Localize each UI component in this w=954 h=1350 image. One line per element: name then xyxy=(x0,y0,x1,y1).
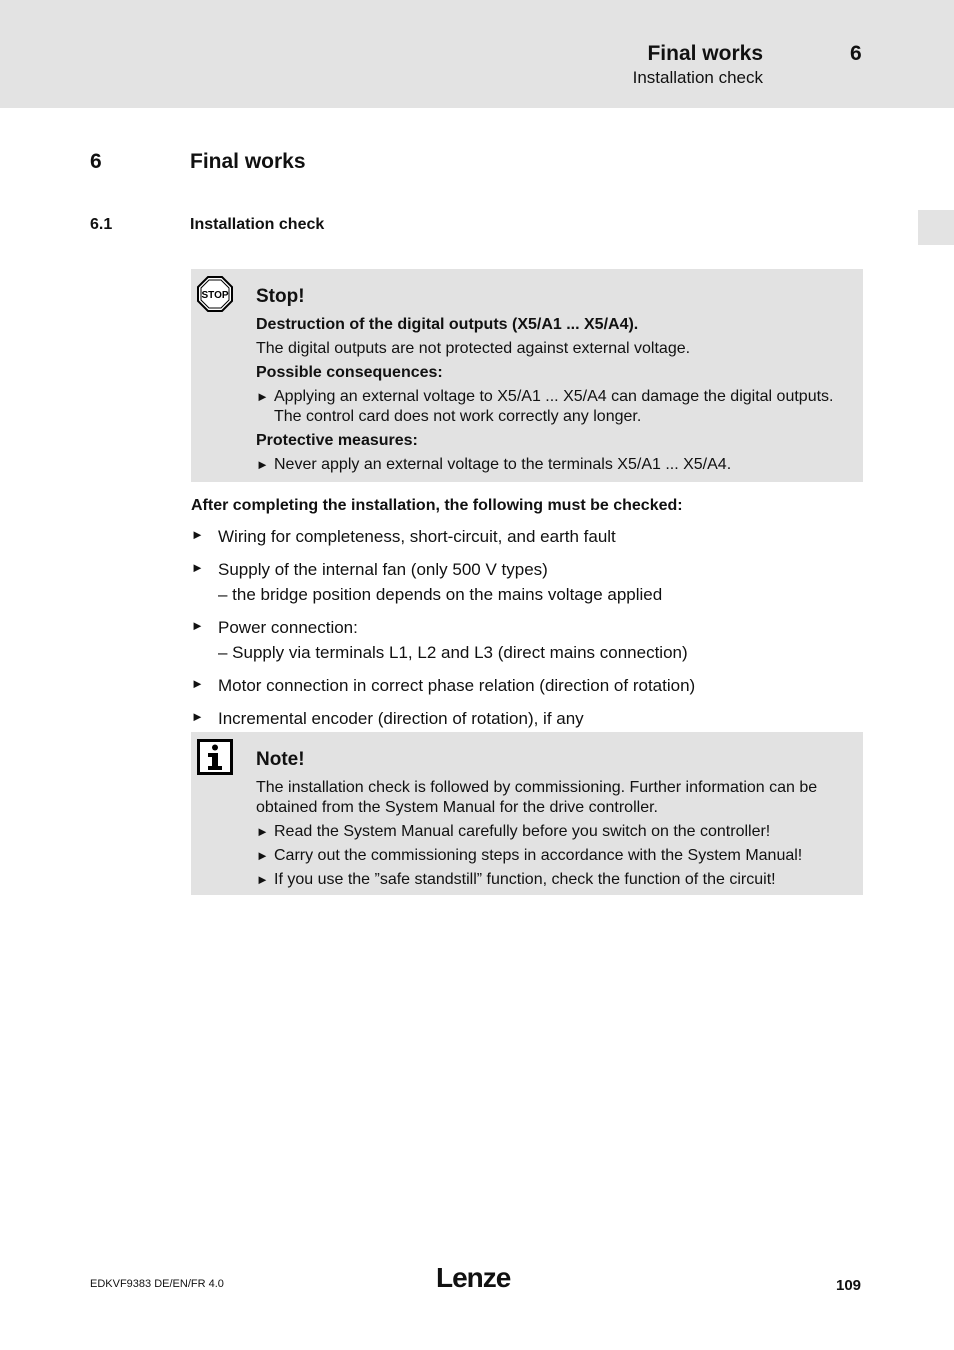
bullet-arrow-icon: ► xyxy=(191,618,204,633)
header-chapter-number: 6 xyxy=(850,42,862,65)
lenze-logo: Lenze xyxy=(436,1262,511,1293)
bullet-arrow-icon: ► xyxy=(191,709,204,724)
note-bullet: ► Read the System Manual carefully before you switch on the controller! xyxy=(256,823,771,840)
measure-item: ► Never apply an external voltage to the terminals X5/A1 ... X5/A4. xyxy=(256,456,732,473)
bullet-arrow-icon: ► xyxy=(256,457,269,472)
note-box xyxy=(191,732,863,895)
page-number: 109 xyxy=(836,1277,862,1294)
note-bullet: ► Carry out the commissioning steps in accordance with the System Manual! xyxy=(256,847,803,864)
stop-title: Stop! xyxy=(256,286,305,307)
subsection-title: Installation check xyxy=(190,216,325,233)
stop-description: The digital outputs are not protected against external voltage. xyxy=(256,340,691,357)
checklist-item: ► Motor connection in correct phase relation (direction of rotation) xyxy=(191,673,863,698)
page-header-band xyxy=(0,0,954,108)
note-title: Note! xyxy=(256,749,305,770)
stop-sign-icon xyxy=(197,276,233,317)
bullet-arrow-icon: ► xyxy=(191,676,204,691)
bullet-arrow-icon: ► xyxy=(191,560,204,575)
checklist-item: ► Wiring for completeness, short-circuit, and earth fault xyxy=(191,524,863,549)
section-number: 6 xyxy=(90,150,102,173)
bullet-arrow-icon: ► xyxy=(256,824,269,839)
footer-doc-code: EDKVF9383 DE/EN/FR 4.0 xyxy=(90,1278,224,1290)
bullet-arrow-icon: ► xyxy=(256,872,269,887)
measures-heading: Protective measures: xyxy=(256,432,418,449)
chapter-side-tab xyxy=(918,210,954,245)
header-title: Final works xyxy=(647,42,763,65)
stop-warning-box xyxy=(191,269,863,482)
note-bullet: ► If you use the ”safe standstill” function, check the function of the circuit! xyxy=(256,871,776,888)
note-text: The installation check is followed by commissioning. Further information can be obtained from the System Manual for the drive controller. xyxy=(256,779,818,816)
info-icon xyxy=(197,739,233,780)
header-subtitle: Installation check xyxy=(632,68,763,87)
checklist xyxy=(191,524,863,739)
bullet-arrow-icon: ► xyxy=(191,527,204,542)
subsection-number: 6.1 xyxy=(90,216,113,233)
bullet-arrow-icon: ► xyxy=(256,848,269,863)
consequence-item: ► Applying an external voltage to X5/A1 ... X5/A4 can damage the digital outputs. The control card does not work correctly any longer. xyxy=(256,388,834,425)
checklist-item: ► Power connection: – Supply via terminals L1, L2 and L3 (direct mains connection) xyxy=(191,615,863,665)
consequences-heading: Possible consequences: xyxy=(256,364,443,381)
stop-hazard: Destruction of the digital outputs (X5/A1 ... X5/A4). xyxy=(256,316,639,333)
stop-sign-label: STOP xyxy=(201,290,229,301)
bullet-arrow-icon: ► xyxy=(256,389,269,404)
checklist-item: ► Supply of the internal fan (only 500 V types) – the bridge position depends on the mains voltage applied xyxy=(191,557,863,607)
checklist-item: ► Incremental encoder (direction of rotation), if any xyxy=(191,706,863,731)
section-title: Final works xyxy=(190,150,306,173)
checklist-intro: After completing the installation, the following must be checked: xyxy=(191,497,683,514)
